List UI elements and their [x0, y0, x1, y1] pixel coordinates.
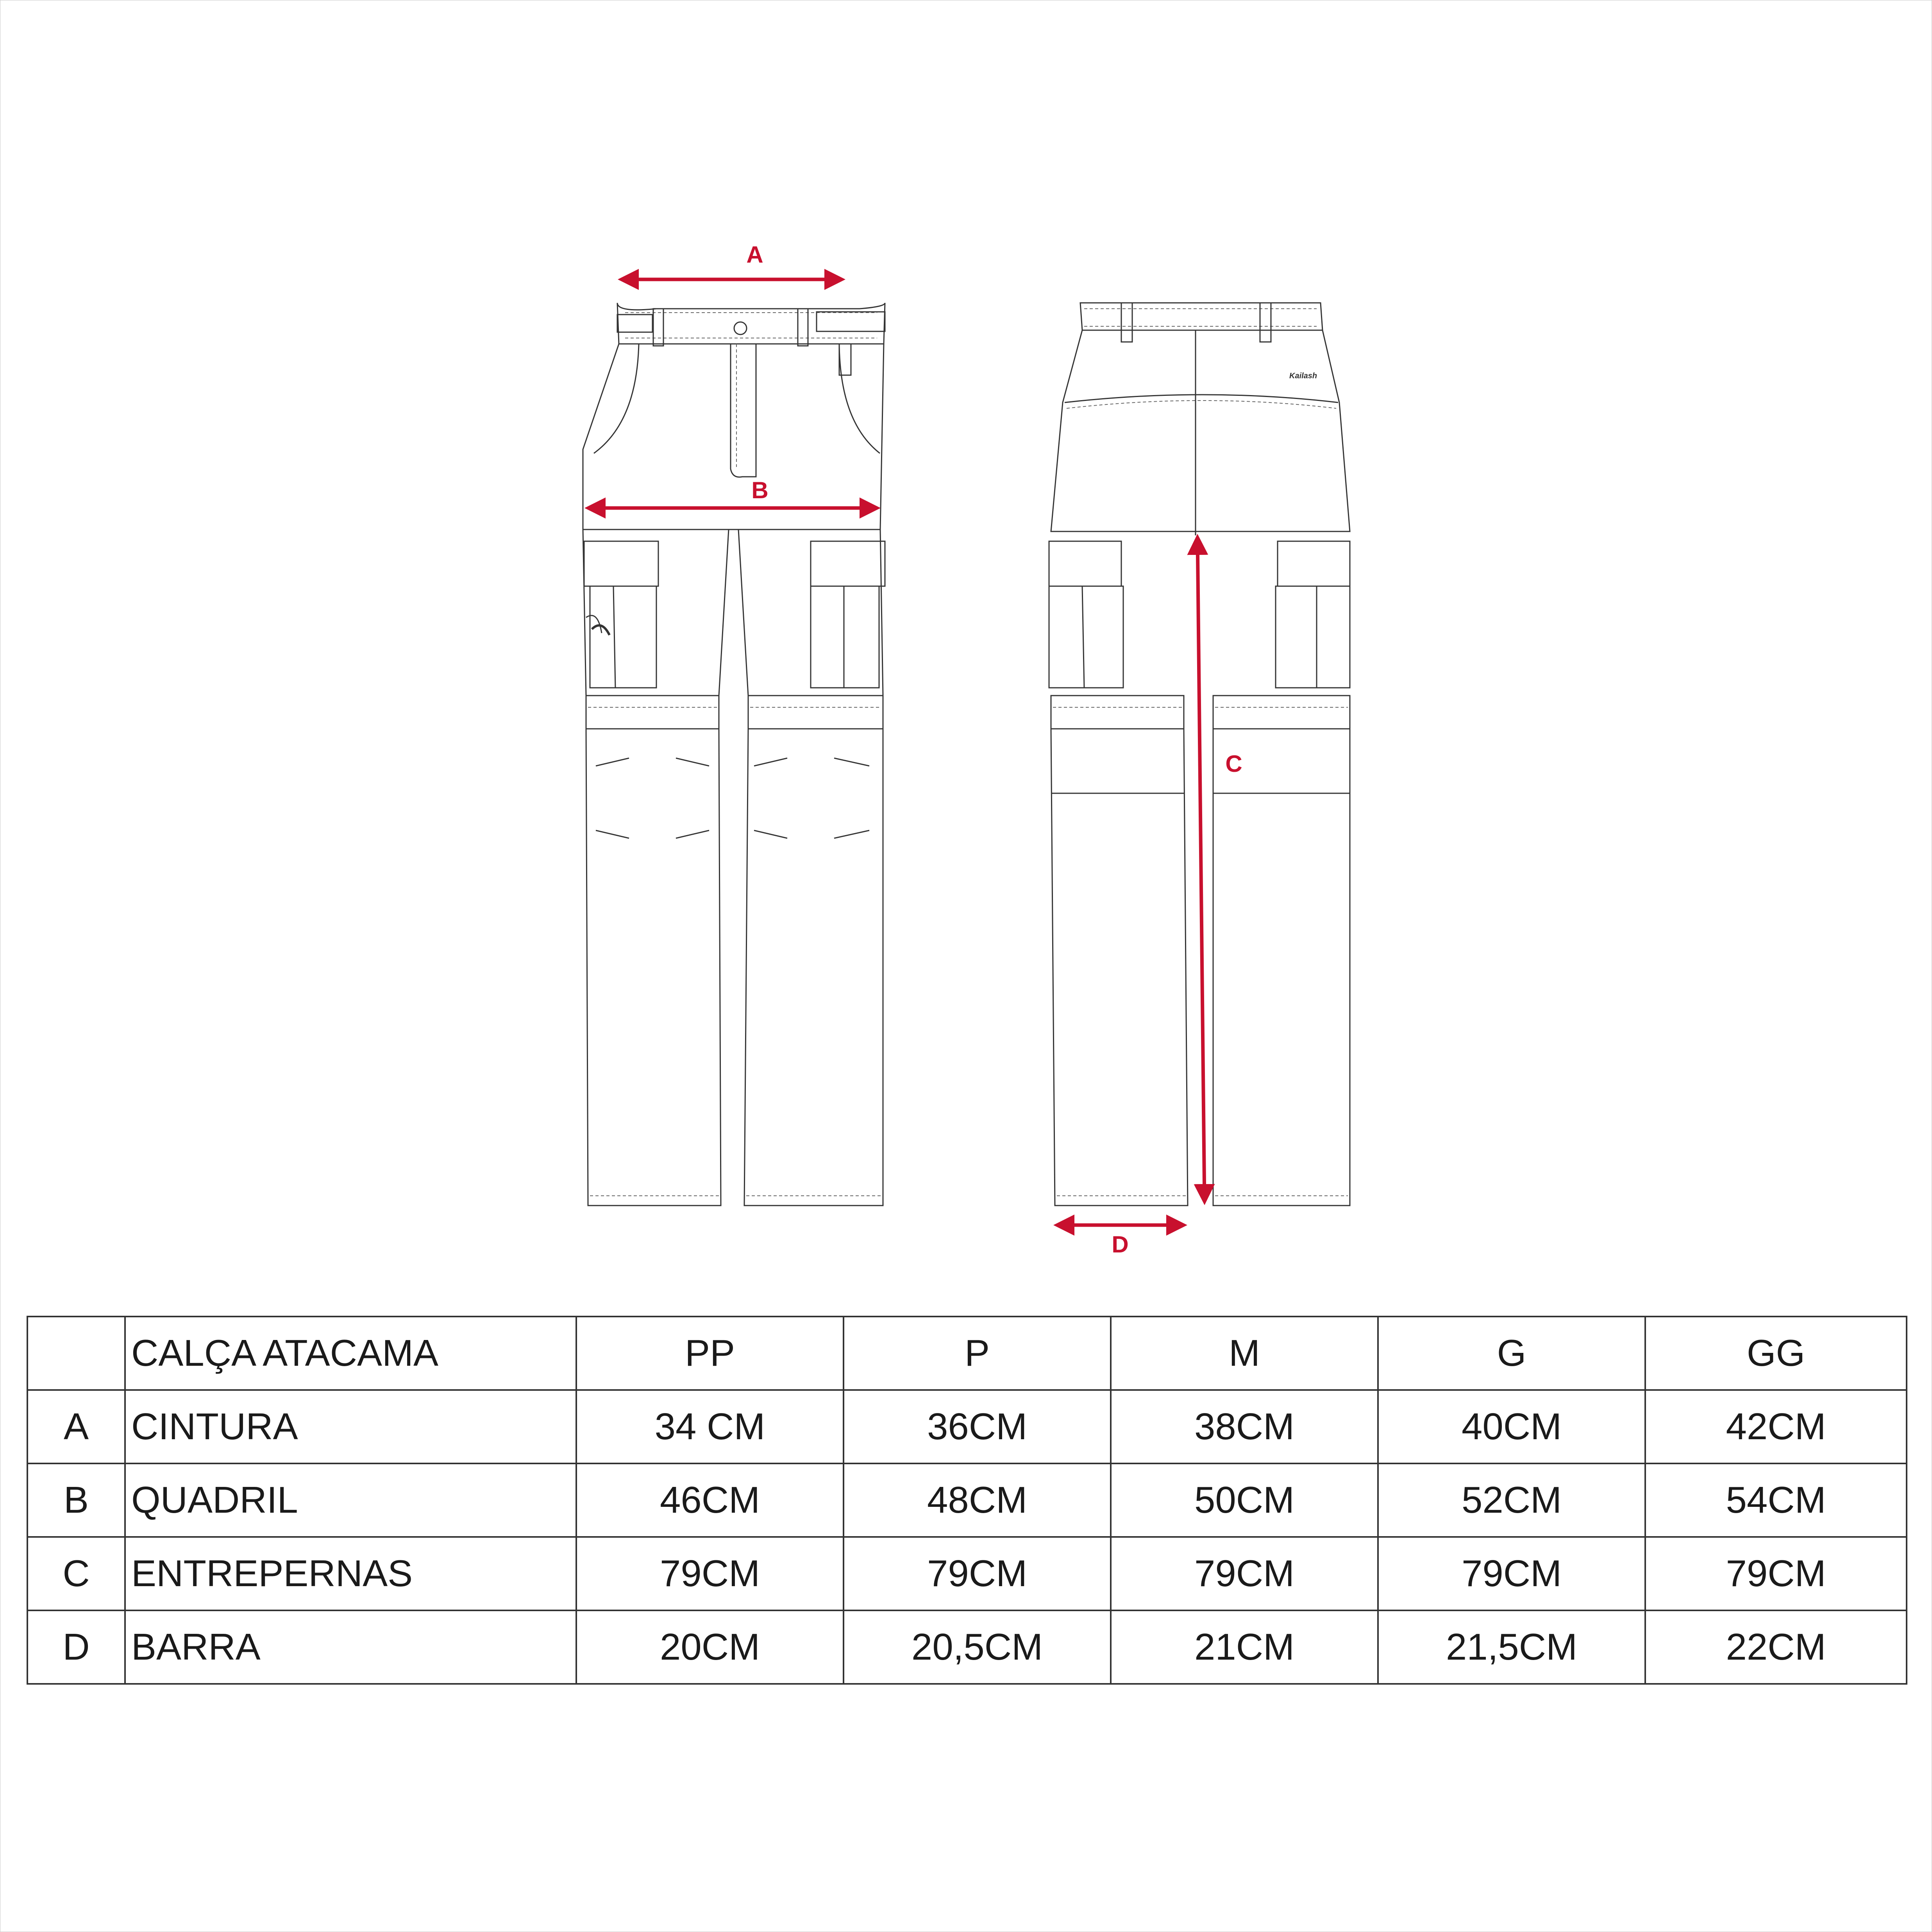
size-header: P — [844, 1317, 1111, 1390]
measure-value: 21,5CM — [1378, 1610, 1645, 1684]
measure-name: QUADRIL — [125, 1463, 576, 1537]
measure-value: 21CM — [1111, 1610, 1378, 1684]
measure-value: 50CM — [1111, 1463, 1378, 1537]
measure-value: 20,5CM — [844, 1610, 1111, 1684]
measure-value: 79CM — [1111, 1537, 1378, 1610]
measure-name: CINTURA — [125, 1390, 576, 1463]
measure-label-b: B — [751, 477, 769, 503]
measure-letter: C — [27, 1537, 125, 1610]
table-row — [27, 1537, 1907, 1610]
back-body — [1051, 330, 1350, 535]
measure-value: 42CM — [1645, 1390, 1907, 1463]
measure-label-a: A — [746, 242, 763, 268]
size-header: M — [1111, 1317, 1378, 1390]
table-row — [27, 1390, 1907, 1463]
measure-value: 22CM — [1645, 1610, 1907, 1684]
measure-value: 54CM — [1645, 1463, 1907, 1537]
header-letter-cell — [27, 1317, 125, 1390]
measure-letter: D — [27, 1610, 125, 1684]
measure-value: 79CM — [576, 1537, 844, 1610]
measure-letter: A — [27, 1390, 125, 1463]
measure-name: BARRA — [125, 1610, 576, 1684]
front-body — [583, 344, 884, 696]
front-cargo-pockets — [584, 541, 885, 688]
size-header: G — [1378, 1317, 1645, 1390]
front-view — [583, 303, 885, 1206]
measure-arrow-c — [1197, 537, 1205, 1202]
measure-letter: B — [27, 1463, 125, 1537]
measure-value: 52CM — [1378, 1463, 1645, 1537]
measure-label-c: C — [1225, 751, 1242, 777]
measure-name: ENTREPERNAS — [125, 1537, 576, 1610]
measure-value: 79CM — [1378, 1537, 1645, 1610]
measure-value: 38CM — [1111, 1390, 1378, 1463]
measure-value: 34 CM — [576, 1390, 844, 1463]
size-header: PP — [576, 1317, 844, 1390]
measure-value: 20CM — [576, 1610, 844, 1684]
measure-label-d: D — [1112, 1231, 1129, 1258]
front-waistband — [617, 303, 885, 346]
measure-value: 79CM — [1645, 1537, 1907, 1610]
measure-value: 79CM — [844, 1537, 1111, 1610]
table-row — [27, 1463, 1907, 1537]
table-row — [27, 1610, 1907, 1684]
measure-value: 36CM — [844, 1390, 1111, 1463]
measure-value: 40CM — [1378, 1390, 1645, 1463]
front-lower-legs — [586, 729, 883, 1206]
measure-value: 46CM — [576, 1463, 844, 1537]
product-name: CALÇA ATACAMA — [125, 1317, 576, 1390]
size-table — [27, 1316, 1907, 1685]
brand-logo-back: Kailash — [1289, 372, 1317, 380]
table-header-row — [27, 1317, 1907, 1390]
size-header: GG — [1645, 1317, 1907, 1390]
front-zip-band — [586, 696, 883, 729]
measure-value: 48CM — [844, 1463, 1111, 1537]
back-waistband — [1080, 303, 1323, 342]
